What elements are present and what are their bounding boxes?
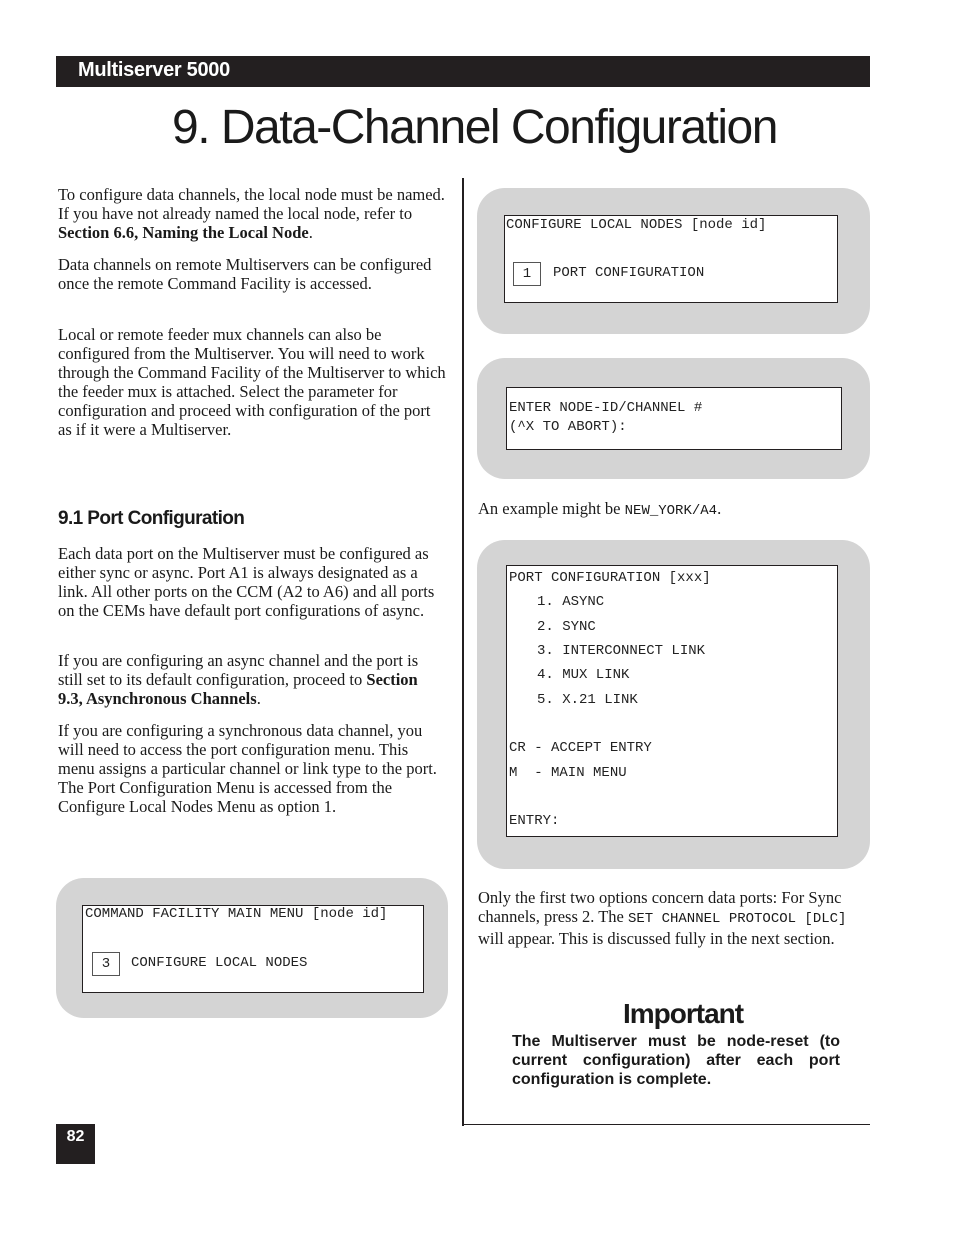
screen-line: ENTER NODE-ID/CHANNEL # bbox=[509, 400, 703, 416]
inline-code: SET CHANNEL PROTOCOL [DLC] bbox=[628, 911, 847, 927]
screen-title: CONFIGURE LOCAL NODES [node id] bbox=[506, 217, 767, 233]
page-number: 82 bbox=[66, 1128, 85, 1145]
screen-panel-local-nodes bbox=[477, 188, 870, 334]
intro-paragraph: To configure data channels, the local node must be named. If you have not already named the local node, refer to Section 6.6, Naming the Local Node. bbox=[58, 185, 445, 242]
screen-title: COMMAND FACILITY MAIN MENU [node id] bbox=[85, 906, 388, 922]
header-title: Multiserver 5000 bbox=[78, 59, 230, 81]
screen-panel-port-config bbox=[477, 540, 870, 869]
terminal-screen bbox=[82, 905, 424, 993]
async-paragraph: If you are configuring an async channel and the port is still set to its default configuration, proceed to Section 9.3, Asynchronous Channels. bbox=[58, 651, 419, 708]
terminal-screen bbox=[506, 565, 838, 837]
menu-option-sync: 2. SYNC bbox=[537, 619, 596, 635]
important-heading: Important bbox=[623, 998, 744, 1029]
menu-option-interconnect-link: 3. INTERCONNECT LINK bbox=[537, 643, 706, 659]
column-divider bbox=[462, 178, 464, 1126]
menu-option-async: 1. ASYNC bbox=[537, 594, 605, 610]
section-reference: Section 6.6, Naming the Local Node bbox=[58, 223, 309, 242]
options-paragraph: Only the first two options concern data ports: For Sync channels, press 2. The SET CHANNEL PROTOCOL [DLC] will appear. This is discussed fully in the next section. bbox=[478, 888, 847, 948]
menu-option-x21-link: 5. X.21 LINK bbox=[537, 692, 638, 708]
footer-rule bbox=[462, 1124, 870, 1125]
screen-entry-line: ENTRY: bbox=[509, 813, 560, 829]
important-note: The Multiserver must be node-reset (to current configuration) after each port configuration is complete. bbox=[512, 1033, 840, 1088]
section-heading: 9.1 Port Configuration bbox=[58, 508, 245, 529]
running-header bbox=[56, 56, 870, 87]
terminal-screen bbox=[506, 387, 842, 450]
menu-option-mux-link: 4. MUX LINK bbox=[537, 667, 630, 683]
screen-panel-enter-node bbox=[477, 358, 870, 479]
option-number: 3 bbox=[92, 952, 120, 976]
screen-accept-line: CR - ACCEPT ENTRY bbox=[509, 740, 652, 756]
sync-paragraph: If you are configuring a synchronous data channel, you will need to access the port configuration menu. This menu assigns a particular channel or link type to the port. The Port Configuration Menu is accessed from the Configure Local Nodes Menu as option 1. bbox=[58, 721, 437, 816]
terminal-screen bbox=[504, 215, 838, 303]
screen-main-menu-line: M - MAIN MENU bbox=[509, 765, 627, 781]
page-number-box bbox=[56, 1124, 95, 1164]
option-label: PORT CONFIGURATION bbox=[553, 265, 705, 281]
screen-title: PORT CONFIGURATION [xxx] bbox=[509, 570, 711, 586]
port-paragraph: Each data port on the Multiserver must be configured as either sync or async. Port A1 is always designated as a link. All other ports on the CCM (A2 to A6) and all ports on the CEMs have default port configurations of async. bbox=[58, 544, 435, 620]
screen-line: (^X TO ABORT): bbox=[509, 419, 627, 435]
example-paragraph: An example might be NEW_YORK/A4. bbox=[478, 499, 722, 519]
section-reference: Section 9.3, Asynchronous Channels bbox=[58, 670, 418, 708]
chapter-title: 9. Data-Channel Configuration bbox=[172, 101, 777, 154]
screen-panel-main-menu bbox=[56, 878, 448, 1018]
feeder-mux-paragraph: Local or remote feeder mux channels can also be configured from the Multiserver. You will need to work through the Command Facility of the Multiserver to which the feeder mux is attached. Select the parameter for configuration and proceed with configuration of the port as if it were a Multiserver. bbox=[58, 325, 446, 439]
option-label: CONFIGURE LOCAL NODES bbox=[131, 955, 308, 971]
remote-paragraph: Data channels on remote Multiservers can be configured once the remote Command Facility is accessed. bbox=[58, 255, 432, 293]
option-number: 1 bbox=[513, 262, 541, 286]
example-code: NEW_YORK/A4 bbox=[624, 503, 718, 519]
